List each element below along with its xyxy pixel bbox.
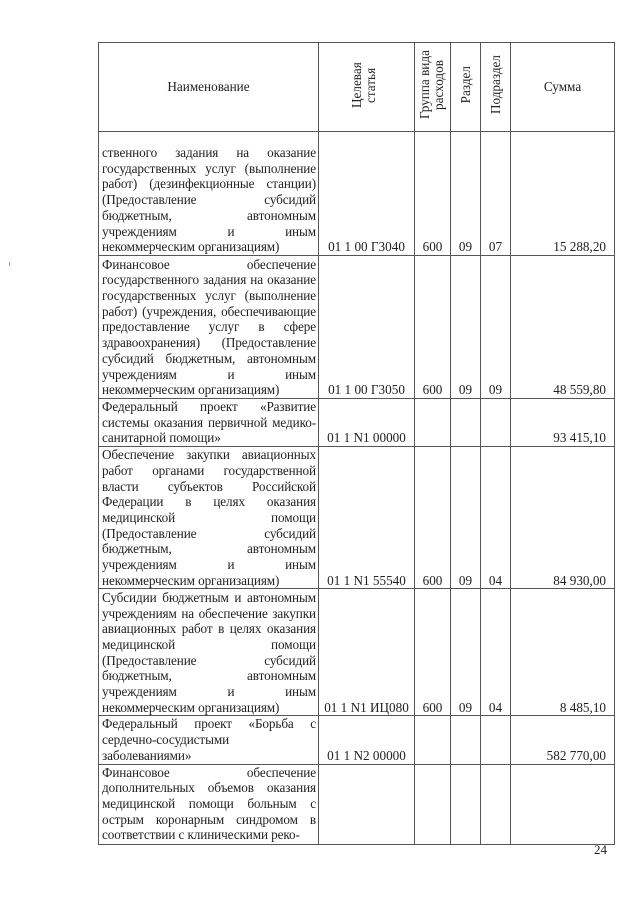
row-target: 01 1 00 Г3040 (319, 132, 415, 256)
row-group (415, 764, 451, 844)
row-name: Федеральный проект «Борьба с сердечно-сосудистыми заболеваниями» (99, 716, 319, 764)
row-subsection (481, 716, 511, 764)
header-name: Наименование (99, 43, 319, 132)
row-sum (511, 764, 615, 844)
row-group: 600 (415, 589, 451, 716)
row-name: Федеральный проект «Развитие системы оказания первичной медико-санитарной помощи» (99, 399, 319, 447)
row-group (415, 399, 451, 447)
row-sum: 48 559,80 (511, 256, 615, 399)
row-target: 01 1 N1 55540 (319, 447, 415, 589)
row-name: Финансовое обеспечение государственного задания на оказание государственных услуг (выполнение работ) (учреждения, обеспечивающие предоставление услуг в сфере здравоохранения) (Предоставление субсидий бюджетным, автономным учреждениям и иным некоммерческим организациям) (99, 256, 319, 399)
page-number: 24 (594, 842, 607, 857)
row-name: Финансовое обеспечение дополнительных объемов оказания медицинской помощи больным с острым коронарным синдромом в соответствии с клиническими реко- (99, 764, 319, 844)
row-section (451, 716, 481, 764)
row-section (451, 764, 481, 844)
margin-mark (9, 262, 10, 266)
row-sum: 582 770,00 (511, 716, 615, 764)
row-sum: 93 415,10 (511, 399, 615, 447)
row-sum: 8 485,10 (511, 589, 615, 716)
row-name: Субсидии бюджетным и автономным учреждениям на обеспечение закупки авиационных работ в целях оказания медицинской помощи (Предоставление субсидий бюджетным, автономным учреждениям и иным некоммерческим организациям) (99, 589, 319, 716)
header-subsection: Подраздел (481, 43, 511, 132)
header-group: Группа вида расходов (415, 43, 451, 132)
row-subsection: 07 (481, 132, 511, 256)
row-target: 01 1 N1 00000 (319, 399, 415, 447)
row-subsection: 04 (481, 589, 511, 716)
table-row (99, 716, 615, 764)
row-target: 01 1 N2 00000 (319, 716, 415, 764)
row-section: 09 (451, 447, 481, 589)
row-group: 600 (415, 132, 451, 256)
row-section: 09 (451, 256, 481, 399)
budget-table (98, 42, 615, 845)
table-row (99, 589, 615, 716)
table-header-row (99, 43, 615, 132)
header-sum: Сумма (511, 43, 615, 132)
row-group: 600 (415, 256, 451, 399)
row-target (319, 764, 415, 844)
row-subsection: 04 (481, 447, 511, 589)
table-row (99, 764, 615, 844)
table-row (99, 256, 615, 399)
row-target: 01 1 00 Г3050 (319, 256, 415, 399)
row-section: 09 (451, 589, 481, 716)
row-sum: 84 930,00 (511, 447, 615, 589)
row-target: 01 1 N1 ИЦ080 (319, 589, 415, 716)
row-name: Обеспечение закупки авиационных работ органами государственной власти субъектов Российской Федерации в целях оказания медицинской помощи (Предоставление субсидий бюджетным, автономным учреждениям и иным некоммерческим организациям) (99, 447, 319, 589)
table-row (99, 399, 615, 447)
row-section (451, 399, 481, 447)
row-section: 09 (451, 132, 481, 256)
header-target: Целевая статья (319, 43, 415, 132)
table-row (99, 447, 615, 589)
row-sum: 15 288,20 (511, 132, 615, 256)
row-subsection (481, 764, 511, 844)
header-section: Раздел (451, 43, 481, 132)
row-name: ственного задания на оказание государственных услуг (выполнение работ) (дезинфекционные станции) (Предоставление субсидий бюджетным, автономным учреждениям и иным некоммерческим организациям) (99, 132, 319, 256)
row-group (415, 716, 451, 764)
row-group: 600 (415, 447, 451, 589)
row-subsection: 09 (481, 256, 511, 399)
table-row (99, 132, 615, 256)
row-subsection (481, 399, 511, 447)
